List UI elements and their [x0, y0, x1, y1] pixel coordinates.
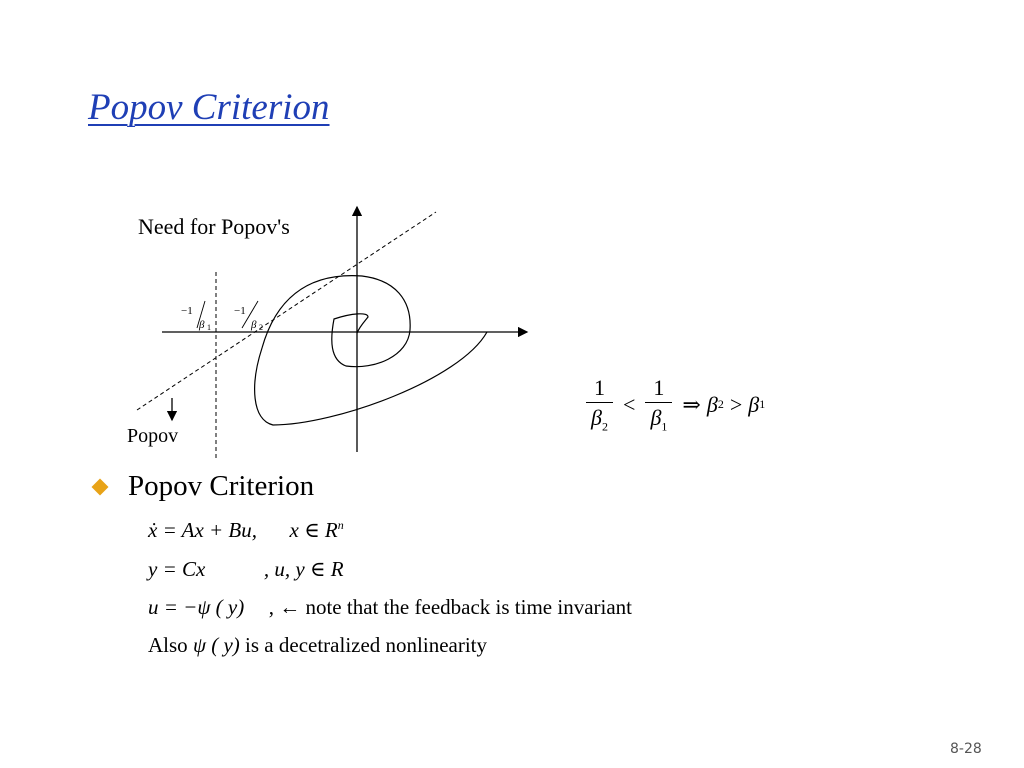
- page-number: 8-28: [950, 741, 982, 757]
- bullet-popov-criterion: [88, 470, 314, 503]
- inv-beta1-fraction: $\frac{1}{\beta_1}$: [645, 376, 672, 434]
- feedback-equation: u = −ψ ( y) , ← note that the feedback is time invariant: [148, 595, 632, 619]
- bullet-text: Popov Criterion: [128, 470, 315, 502]
- beta-inequality: $\frac{1}{\beta_2}$ < $\frac{1}{\beta_1}$ ⇒ β 2 > β 1: [582, 376, 765, 434]
- diamond-bullet-icon: [92, 478, 109, 495]
- neg-inv-beta2-label: [234, 301, 263, 332]
- svg-text:−1: −1: [181, 305, 193, 317]
- svg-text:β: β: [251, 319, 257, 331]
- popov-label: Popov: [127, 425, 179, 447]
- output-equation: y = Cx , u, y ∈ R: [148, 557, 344, 581]
- need-for-popov-label: Need for Popov's: [138, 214, 290, 239]
- neg-inv-beta1-label: [181, 301, 211, 332]
- svg-text:2: 2: [259, 323, 263, 332]
- inv-beta2-fraction: $\frac{1}{\beta_2}$: [586, 376, 613, 434]
- slide-title: Popov Criterion: [88, 87, 330, 128]
- state-equation: ẋ = Ax + Bu, x ∈ $R^n$: [148, 518, 344, 542]
- nyquist-curve: [255, 276, 487, 425]
- svg-text:−1: −1: [234, 305, 246, 317]
- nonlinearity-note: Also ψ ( y) is a decetralized nonlinearity: [148, 633, 488, 657]
- svg-text:1: 1: [207, 323, 211, 332]
- svg-text:β: β: [199, 319, 205, 331]
